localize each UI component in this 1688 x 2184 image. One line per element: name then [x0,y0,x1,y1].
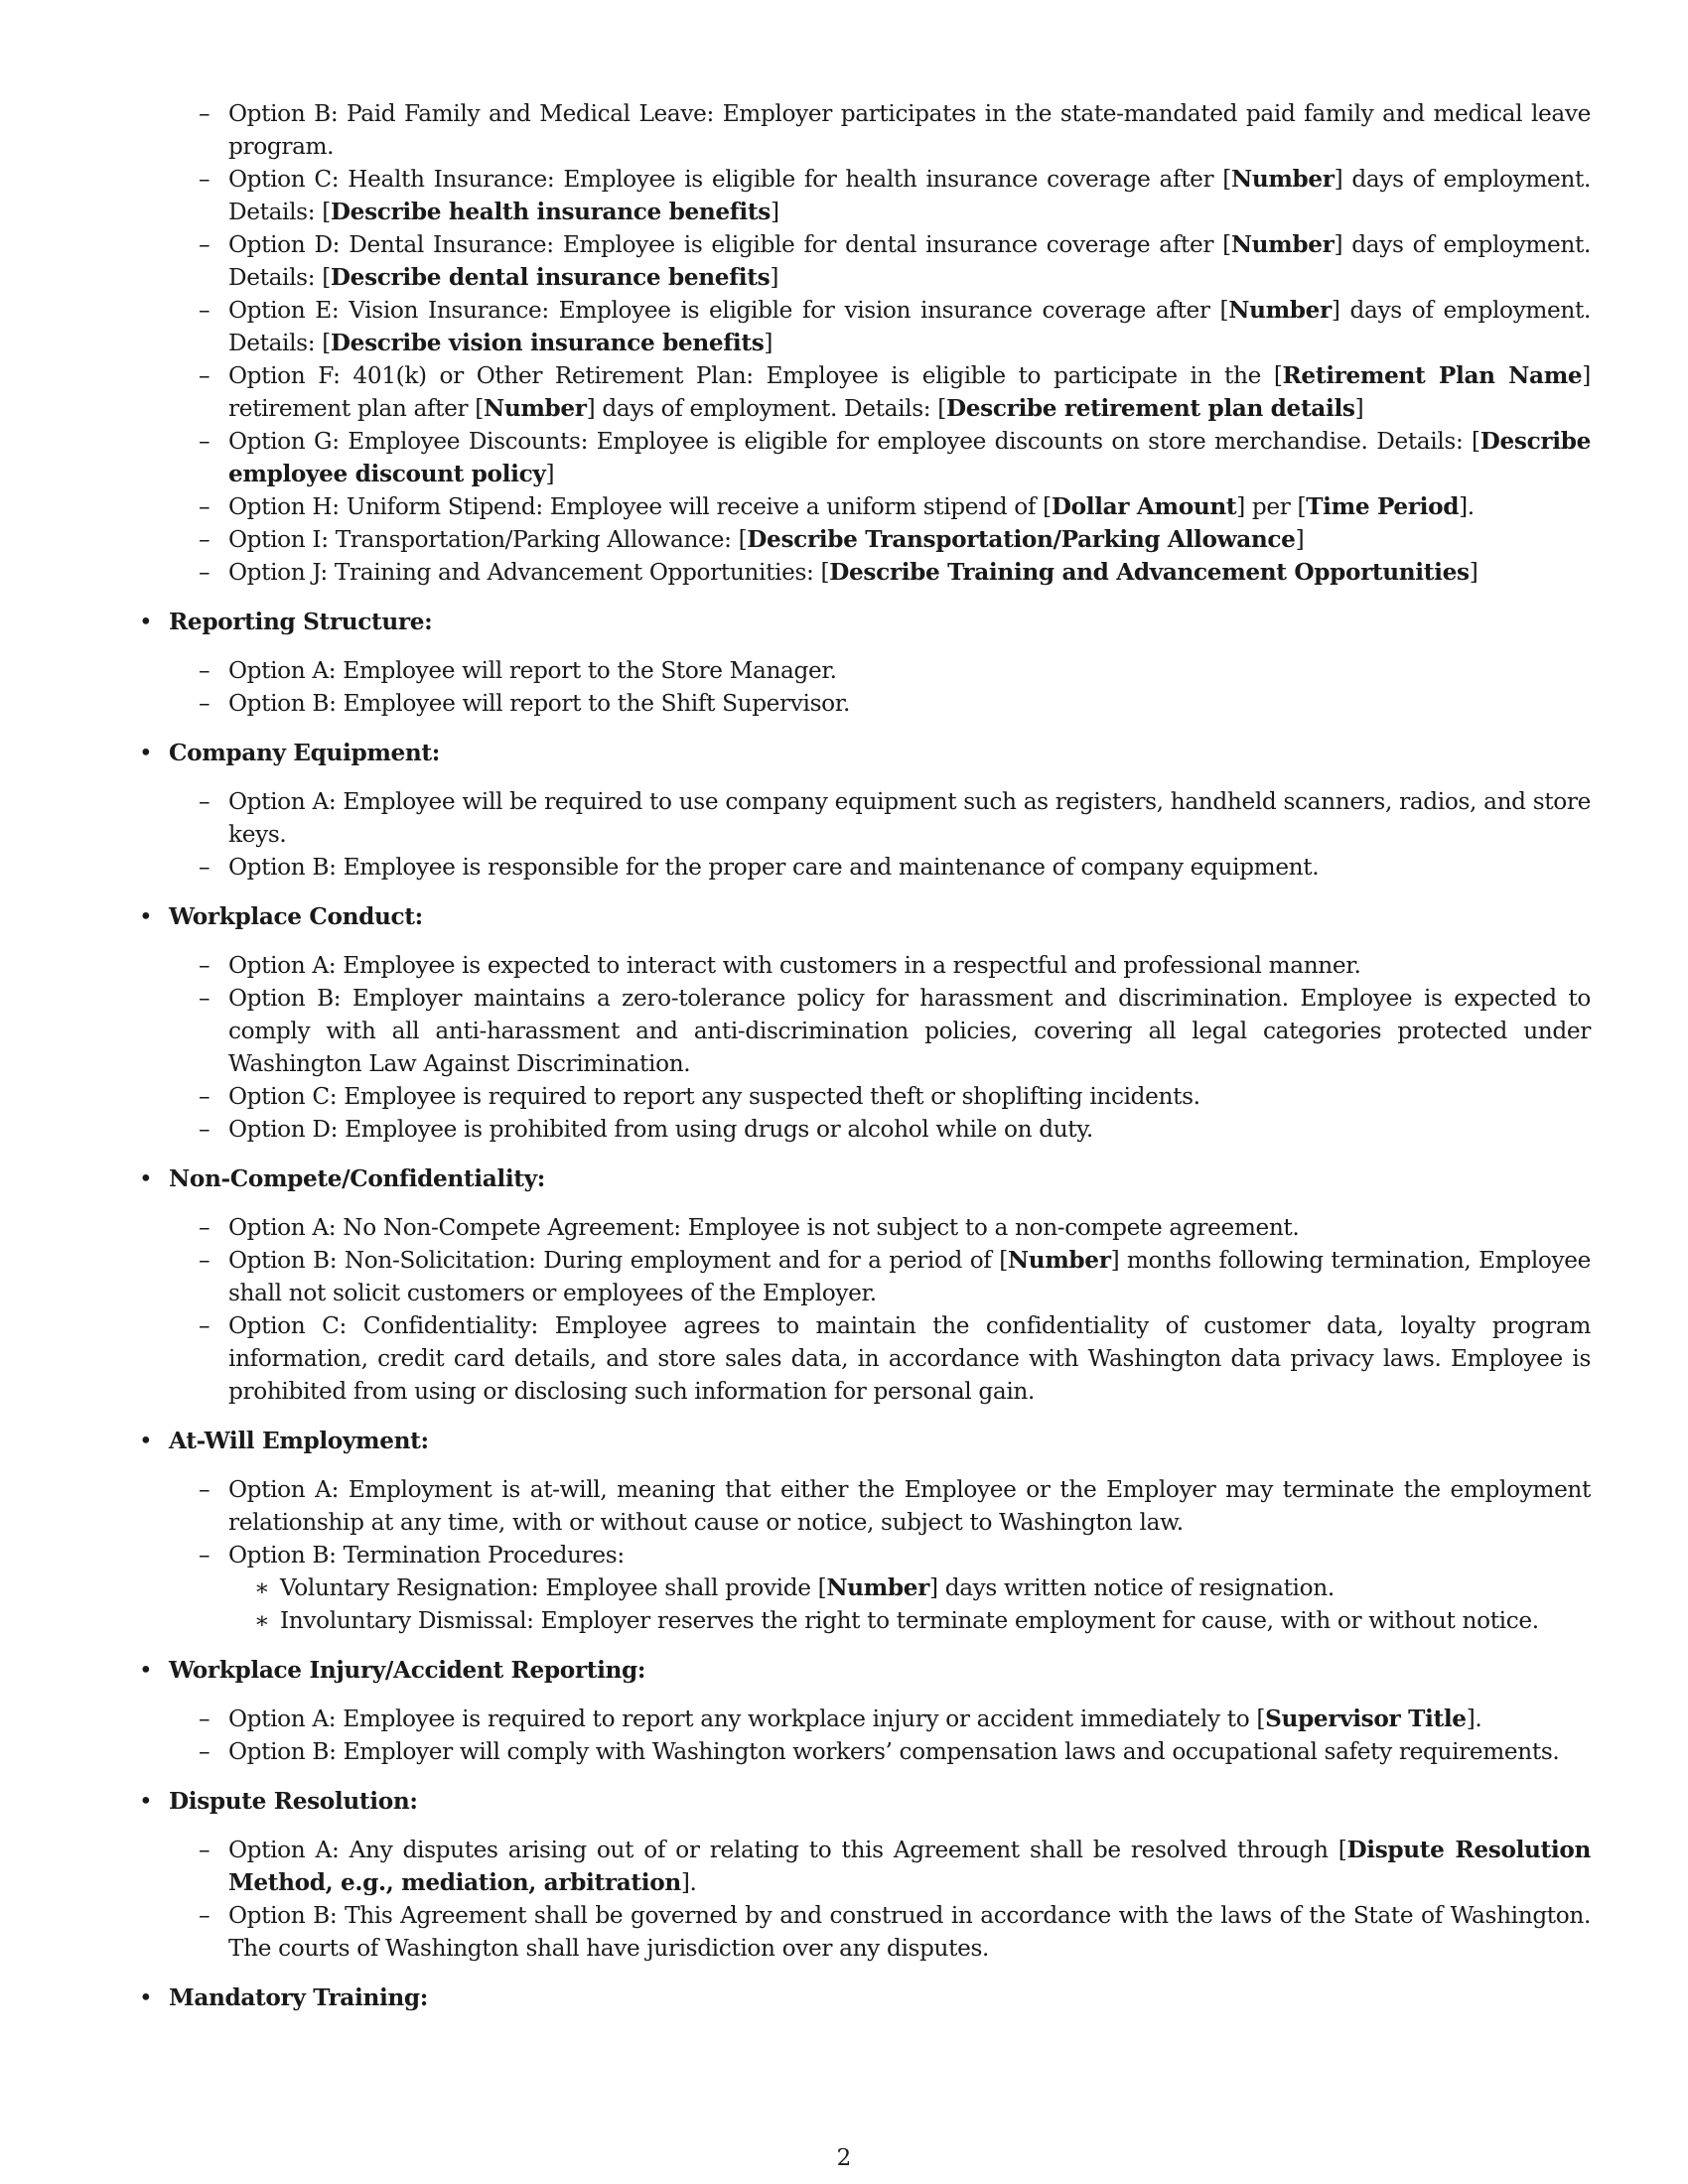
placeholder-field: Describe Training and Advancement Opportunities [829,559,1470,586]
text-run: ] [1469,559,1478,586]
text-run: ] days written notice of resignation. [928,1574,1335,1601]
option-item [131,556,1591,589]
dash-marker: – [199,362,211,389]
text-run: ] days of employment. Details: [ [228,297,1591,356]
dash-marker: – [199,526,211,553]
text-run: ]. [1466,1706,1482,1732]
dash-marker: – [199,1312,211,1339]
option-item [131,1473,1591,1539]
bullet-marker: • [139,1984,153,2011]
option-item [131,1080,1591,1113]
sub-option-item [131,1571,1591,1604]
clause-section [131,1654,1591,1768]
text-run: Option A: Employee is required to report any workplace injury or accident immediately to [ [228,1706,1266,1732]
dash-marker: – [199,559,211,586]
option-item [131,163,1591,228]
option-item [131,949,1591,982]
dash-marker: – [199,657,211,684]
section-heading [131,1981,1591,2014]
bullet-marker: • [139,1165,153,1192]
option-list [131,654,1591,720]
option-list [131,1473,1591,1637]
text-run: Option F: 401(k) or Other Retirement Plan: Employee is eligible to participate in the [ [228,362,1283,389]
option-text [228,231,1591,291]
text-run: Option B: This Agreement shall be governed by and construed in accordance with the laws of the State of Washington. The courts of Washington shall have jurisdiction over any disputes. [228,1902,1591,1962]
text-run: Involuntary Dismissal: Employer reserves the right to terminate employment for cause, with or without notice. [280,1607,1539,1634]
text-run: ]. [1459,493,1475,520]
option-item [131,785,1591,851]
section-heading [131,1654,1591,1687]
option-text [228,1706,1481,1732]
option-item [131,1244,1591,1309]
option-text [228,1083,1200,1110]
text-run: Option C: Employee is required to report any suspected theft or shoplifting incidents. [228,1083,1200,1110]
text-run: Option C: Health Insurance: Employee is eligible for health insurance coverage after [ [228,166,1231,193]
option-text [228,1116,1093,1143]
text-run: Voluntary Resignation: Employee shall provide [ [280,1574,827,1601]
clause-section [131,737,1591,884]
dash-marker: – [199,166,211,193]
bullet-marker: • [139,903,153,930]
section-heading [131,1785,1591,1818]
placeholder-field: Number [826,1574,929,1601]
text-run: ] retirement plan after [ [228,362,1591,422]
sub-option-text [280,1574,1335,1601]
placeholder-field: Number [1007,1247,1111,1274]
option-text [228,559,1477,586]
placeholder-field: Dispute Resolution Method, e.g., mediation, arbitration [228,1837,1591,1896]
text-run: ] days of employment. Details: [ [586,395,946,422]
option-list [131,1703,1591,1768]
option-item [131,982,1591,1080]
text-run: ] [770,264,779,291]
option-text [228,166,1591,225]
section-title: Workplace Conduct: [169,903,423,930]
document-body [131,97,1591,2030]
text-run: Option J: Training and Advancement Opportunities: [ [228,559,830,586]
text-run: Option C: Confidentiality: Employee agrees to maintain the confidentiality of customer data, loyalty program information, credit card details, and store sales data, in accordance with Washington data privacy laws. Employee is prohibited from using or disclosing such information for personal gain. [228,1312,1591,1405]
option-text [228,362,1591,422]
dash-marker: – [199,1247,211,1274]
placeholder-field: Supervisor Title [1265,1706,1467,1732]
clause-section [131,1162,1591,1408]
option-item [131,1211,1591,1244]
text-run: Option D: Dental Insurance: Employee is eligible for dental insurance coverage after [ [228,231,1231,258]
option-text [228,690,850,717]
bullet-marker: • [139,1657,153,1684]
dash-marker: – [199,231,211,258]
text-run: ] [764,330,774,356]
option-text [228,1837,1591,1896]
option-text [228,788,1591,848]
option-item [131,294,1591,359]
option-text [228,100,1591,160]
placeholder-field: Number [1230,231,1335,258]
placeholder-field: Dollar Amount [1051,493,1237,520]
dash-marker: – [199,952,211,979]
text-run: Option B: Employer will comply with Washington workers’ compensation laws and occupational safety requirements. [228,1738,1560,1765]
option-item [131,1703,1591,1735]
dash-marker: – [199,690,211,717]
dash-marker: – [199,493,211,520]
text-run: ] [770,199,779,225]
option-item [131,359,1591,425]
bullet-marker: • [139,1788,153,1815]
option-item [131,1899,1591,1965]
section-heading [131,606,1591,638]
text-run: Option A: Employee is expected to interact with customers in a respectful and professional manner. [228,952,1361,979]
placeholder-field: Describe employee discount policy [228,428,1591,487]
text-run: Option B: Employer maintains a zero-tolerance policy for harassment and discrimination. Employee is expected to comply with all anti-harassment and anti-discrimination policies, covering all legal categories protected under Washington Law Against Discrimination. [228,985,1591,1077]
text-run: Option D: Employee is prohibited from using drugs or alcohol while on duty. [228,1116,1093,1143]
text-run: Option G: Employee Discounts: Employee is eligible for employee discounts on store merchandise. Details: [ [228,428,1480,455]
option-item [131,687,1591,720]
option-item [131,228,1591,294]
dash-marker: – [199,1116,211,1143]
text-run: Option E: Vision Insurance: Employee is eligible for vision insurance coverage after [ [228,297,1229,324]
option-text [228,493,1475,520]
text-run: Option A: Employment is at-will, meaning that either the Employee or the Employer may terminate the employment relationship at any time, with or without cause or notice, subject to Washington law. [228,1476,1591,1536]
text-run: Option B: Employee will report to the Shift Supervisor. [228,690,850,717]
option-item [131,851,1591,884]
option-text [228,1476,1591,1536]
section-title: At-Will Employment: [169,1428,429,1454]
dash-marker: – [199,788,211,815]
text-run: Option B: Employee is responsible for the proper care and maintenance of company equipment. [228,854,1320,881]
option-text [228,1542,625,1569]
option-item [131,1113,1591,1146]
option-text [228,1247,1591,1306]
option-text [228,854,1319,881]
text-run: Option A: Any disputes arising out of or relating to this Agreement shall be resolved through [ [228,1837,1347,1863]
bullet-marker: • [139,1428,153,1454]
option-list [131,785,1591,884]
option-item [131,1735,1591,1768]
dash-marker: – [199,985,211,1012]
dash-marker: – [199,100,211,127]
clause-section [131,1981,1591,2014]
section-title: Workplace Injury/Accident Reporting: [169,1657,646,1684]
dash-marker: – [199,1083,211,1110]
option-list [131,1211,1591,1408]
option-text [228,952,1360,979]
option-item [131,490,1591,523]
text-run: ] [1354,395,1364,422]
sub-option-text [280,1607,1539,1634]
placeholder-field: Describe Transportation/Parking Allowance [747,526,1296,553]
section-title: Reporting Structure: [169,609,433,635]
asterisk-marker: ∗ [254,1607,270,1634]
option-item [131,523,1591,556]
text-run: ] per [ [1236,493,1307,520]
dash-marker: – [199,428,211,455]
section-title: Non-Compete/Confidentiality: [169,1165,545,1192]
text-run: Option H: Uniform Stipend: Employee will receive a uniform stipend of [ [228,493,1052,520]
dash-marker: – [199,1706,211,1732]
text-run: Option I: Transportation/Parking Allowance: [ [228,526,748,553]
option-text [228,1902,1591,1962]
page-number: 2 [836,2145,852,2171]
placeholder-field: Number [1228,297,1332,324]
placeholder-field: Retirement Plan Name [1282,362,1583,389]
dash-marker: – [199,1476,211,1503]
option-item [131,1539,1591,1571]
section-title: Company Equipment: [169,740,440,766]
text-run: ] days of employment. Details: [ [228,231,1591,291]
option-text [228,1214,1299,1241]
dash-marker: – [199,1214,211,1241]
text-run: Option B: Paid Family and Medical Leave: Employer participates in the state-mandated paid family and medical leave program. [228,100,1591,160]
dash-marker: – [199,1542,211,1569]
section-heading [131,737,1591,769]
bullet-marker: • [139,740,153,766]
option-list [131,949,1591,1146]
option-item [131,654,1591,687]
option-text [228,297,1591,356]
option-text [228,1738,1559,1765]
dash-marker: – [199,1902,211,1929]
dash-marker: – [199,297,211,324]
option-item [131,1309,1591,1408]
text-run: ]. [680,1869,697,1896]
sub-option-item [131,1604,1591,1637]
bullet-marker: • [139,609,153,635]
text-run: Option B: Termination Procedures: [228,1542,625,1569]
option-item [131,97,1591,163]
option-text [228,1312,1591,1405]
option-text [228,526,1304,553]
placeholder-field: Number [483,395,587,422]
option-text [228,985,1591,1077]
text-run: ] days of employment. Details: [ [228,166,1591,225]
text-run: ] [545,461,555,487]
placeholder-field: Describe vision insurance benefits [330,330,765,356]
placeholder-field: Number [1230,166,1335,193]
option-text [228,428,1591,487]
option-item [131,1834,1591,1899]
section-title: Dispute Resolution: [169,1788,418,1815]
clause-section [131,606,1591,720]
section-heading [131,900,1591,933]
benefits-continuation [131,97,1591,589]
section-title: Mandatory Training: [169,1984,428,2011]
asterisk-marker: ∗ [254,1574,270,1601]
placeholder-field: Describe health insurance benefits [330,199,771,225]
option-list [131,97,1591,589]
text-run: ] [1295,526,1305,553]
placeholder-field: Time Period [1306,493,1460,520]
text-run: Option A: No Non-Compete Agreement: Employee is not subject to a non-compete agreement. [228,1214,1300,1241]
placeholder-field: Describe retirement plan details [945,395,1355,422]
section-heading [131,1425,1591,1457]
dash-marker: – [199,1837,211,1863]
clause-section [131,1785,1591,1965]
option-text [228,657,837,684]
placeholder-field: Describe dental insurance benefits [330,264,771,291]
text-run: ] months following termination, Employee shall not solicit customers or employees of the Employer. [228,1247,1591,1306]
dash-marker: – [199,854,211,881]
section-heading [131,1162,1591,1195]
text-run: Option B: Non-Solicitation: During employment and for a period of [ [228,1247,1008,1274]
text-run: Option A: Employee will be required to use company equipment such as registers, handheld scanners, radios, and store keys. [228,788,1591,848]
option-item [131,425,1591,490]
dash-marker: – [199,1738,211,1765]
option-list [131,1834,1591,1965]
text-run: Option A: Employee will report to the Store Manager. [228,657,837,684]
clause-section [131,900,1591,1146]
clause-section [131,1425,1591,1637]
